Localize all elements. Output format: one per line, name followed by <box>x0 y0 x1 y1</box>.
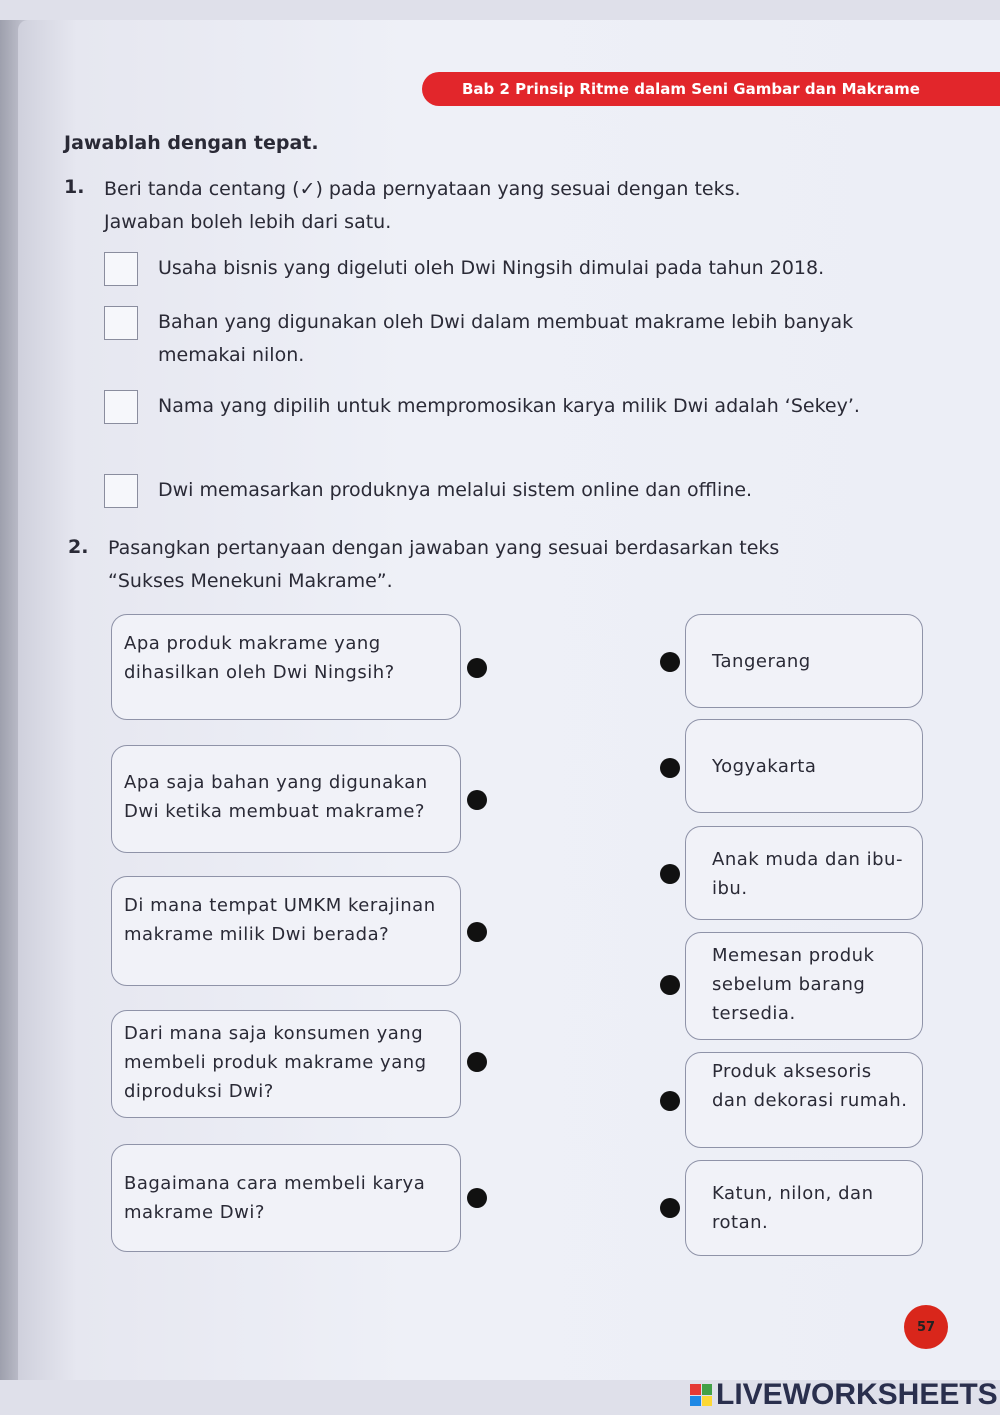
match-answer-4: Memesan produk sebelum barang tersedia. <box>685 932 923 1040</box>
checkbox-3[interactable] <box>104 390 138 424</box>
q1-option-4 <box>104 474 918 508</box>
q1-option-1 <box>104 252 918 286</box>
checkbox-4[interactable] <box>104 474 138 508</box>
match-answer-6: Katun, nilon, dan rotan. <box>685 1160 923 1256</box>
answer-3-connector-dot[interactable] <box>660 864 680 884</box>
q2-line2: “Sukses Menekuni Makrame”. <box>108 570 393 592</box>
question-1-connector-dot[interactable] <box>467 658 487 678</box>
page-number: 57 <box>904 1305 948 1349</box>
answer-4-connector-dot[interactable] <box>660 975 680 995</box>
match-question-5: Bagaimana cara membeli karya makrame Dwi? <box>111 1144 461 1252</box>
watermark-text: LIVEWORKSHEETS <box>716 1378 998 1411</box>
liveworksheets-watermark <box>690 1378 998 1412</box>
question-3-connector-dot[interactable] <box>467 922 487 942</box>
match-answer-2: Yogyakarta <box>685 719 923 813</box>
q1-line1: Beri tanda centang (✓) pada pernyataan yang sesuai dengan teks. <box>104 178 741 200</box>
match-question-1: Apa produk makrame yang dihasilkan oleh Dwi Ningsih? <box>111 614 461 720</box>
question-2-connector-dot[interactable] <box>467 790 487 810</box>
question-5-connector-dot[interactable] <box>467 1188 487 1208</box>
q2-line1: Pasangkan pertanyaan dengan jawaban yang sesuai berdasarkan teks <box>108 537 780 559</box>
q1-option-2 <box>104 306 858 372</box>
match-question-4: Dari mana saja konsumen yang membeli produk makrame yang diproduksi Dwi? <box>111 1010 461 1118</box>
q1-line2: Jawaban boleh lebih dari satu. <box>104 211 392 233</box>
match-answer-3: Anak muda dan ibu-ibu. <box>685 826 923 920</box>
option-text: Usaha bisnis yang digeluti oleh Dwi Ningsih dimulai pada tahun 2018. <box>158 257 825 279</box>
q2-number: 2. <box>68 536 89 558</box>
q1-option-3 <box>104 390 868 424</box>
match-answer-1: Tangerang <box>685 614 923 708</box>
option-text: Dwi memasarkan produknya melalui sistem online dan offline. <box>158 479 753 501</box>
option-text: Nama yang dipilih untuk mempromosikan karya milik Dwi adalah ‘Sekey’. <box>158 395 860 417</box>
q1-number: 1. <box>64 176 85 198</box>
answer-5-connector-dot[interactable] <box>660 1091 680 1111</box>
answer-6-connector-dot[interactable] <box>660 1198 680 1218</box>
match-question-2: Apa saja bahan yang digunakan Dwi ketika membuat makrame? <box>111 745 461 853</box>
answer-2-connector-dot[interactable] <box>660 758 680 778</box>
answer-1-connector-dot[interactable] <box>660 652 680 672</box>
match-question-3: Di mana tempat UMKM kerajinan makrame milik Dwi berada? <box>111 876 461 986</box>
checkbox-1[interactable] <box>104 252 138 286</box>
chapter-header: Bab 2 Prinsip Ritme dalam Seni Gambar dan Makrame <box>422 72 1000 106</box>
option-text: Bahan yang digunakan oleh Dwi dalam membuat makrame lebih banyak memakai nilon. <box>158 311 854 366</box>
match-answer-5: Produk aksesoris dan dekorasi rumah. <box>685 1052 923 1148</box>
question-4-connector-dot[interactable] <box>467 1052 487 1072</box>
checkbox-2[interactable] <box>104 306 138 340</box>
liveworksheets-logo-icon <box>690 1384 712 1406</box>
instruction-heading: Jawablah dengan tepat. <box>64 132 319 154</box>
